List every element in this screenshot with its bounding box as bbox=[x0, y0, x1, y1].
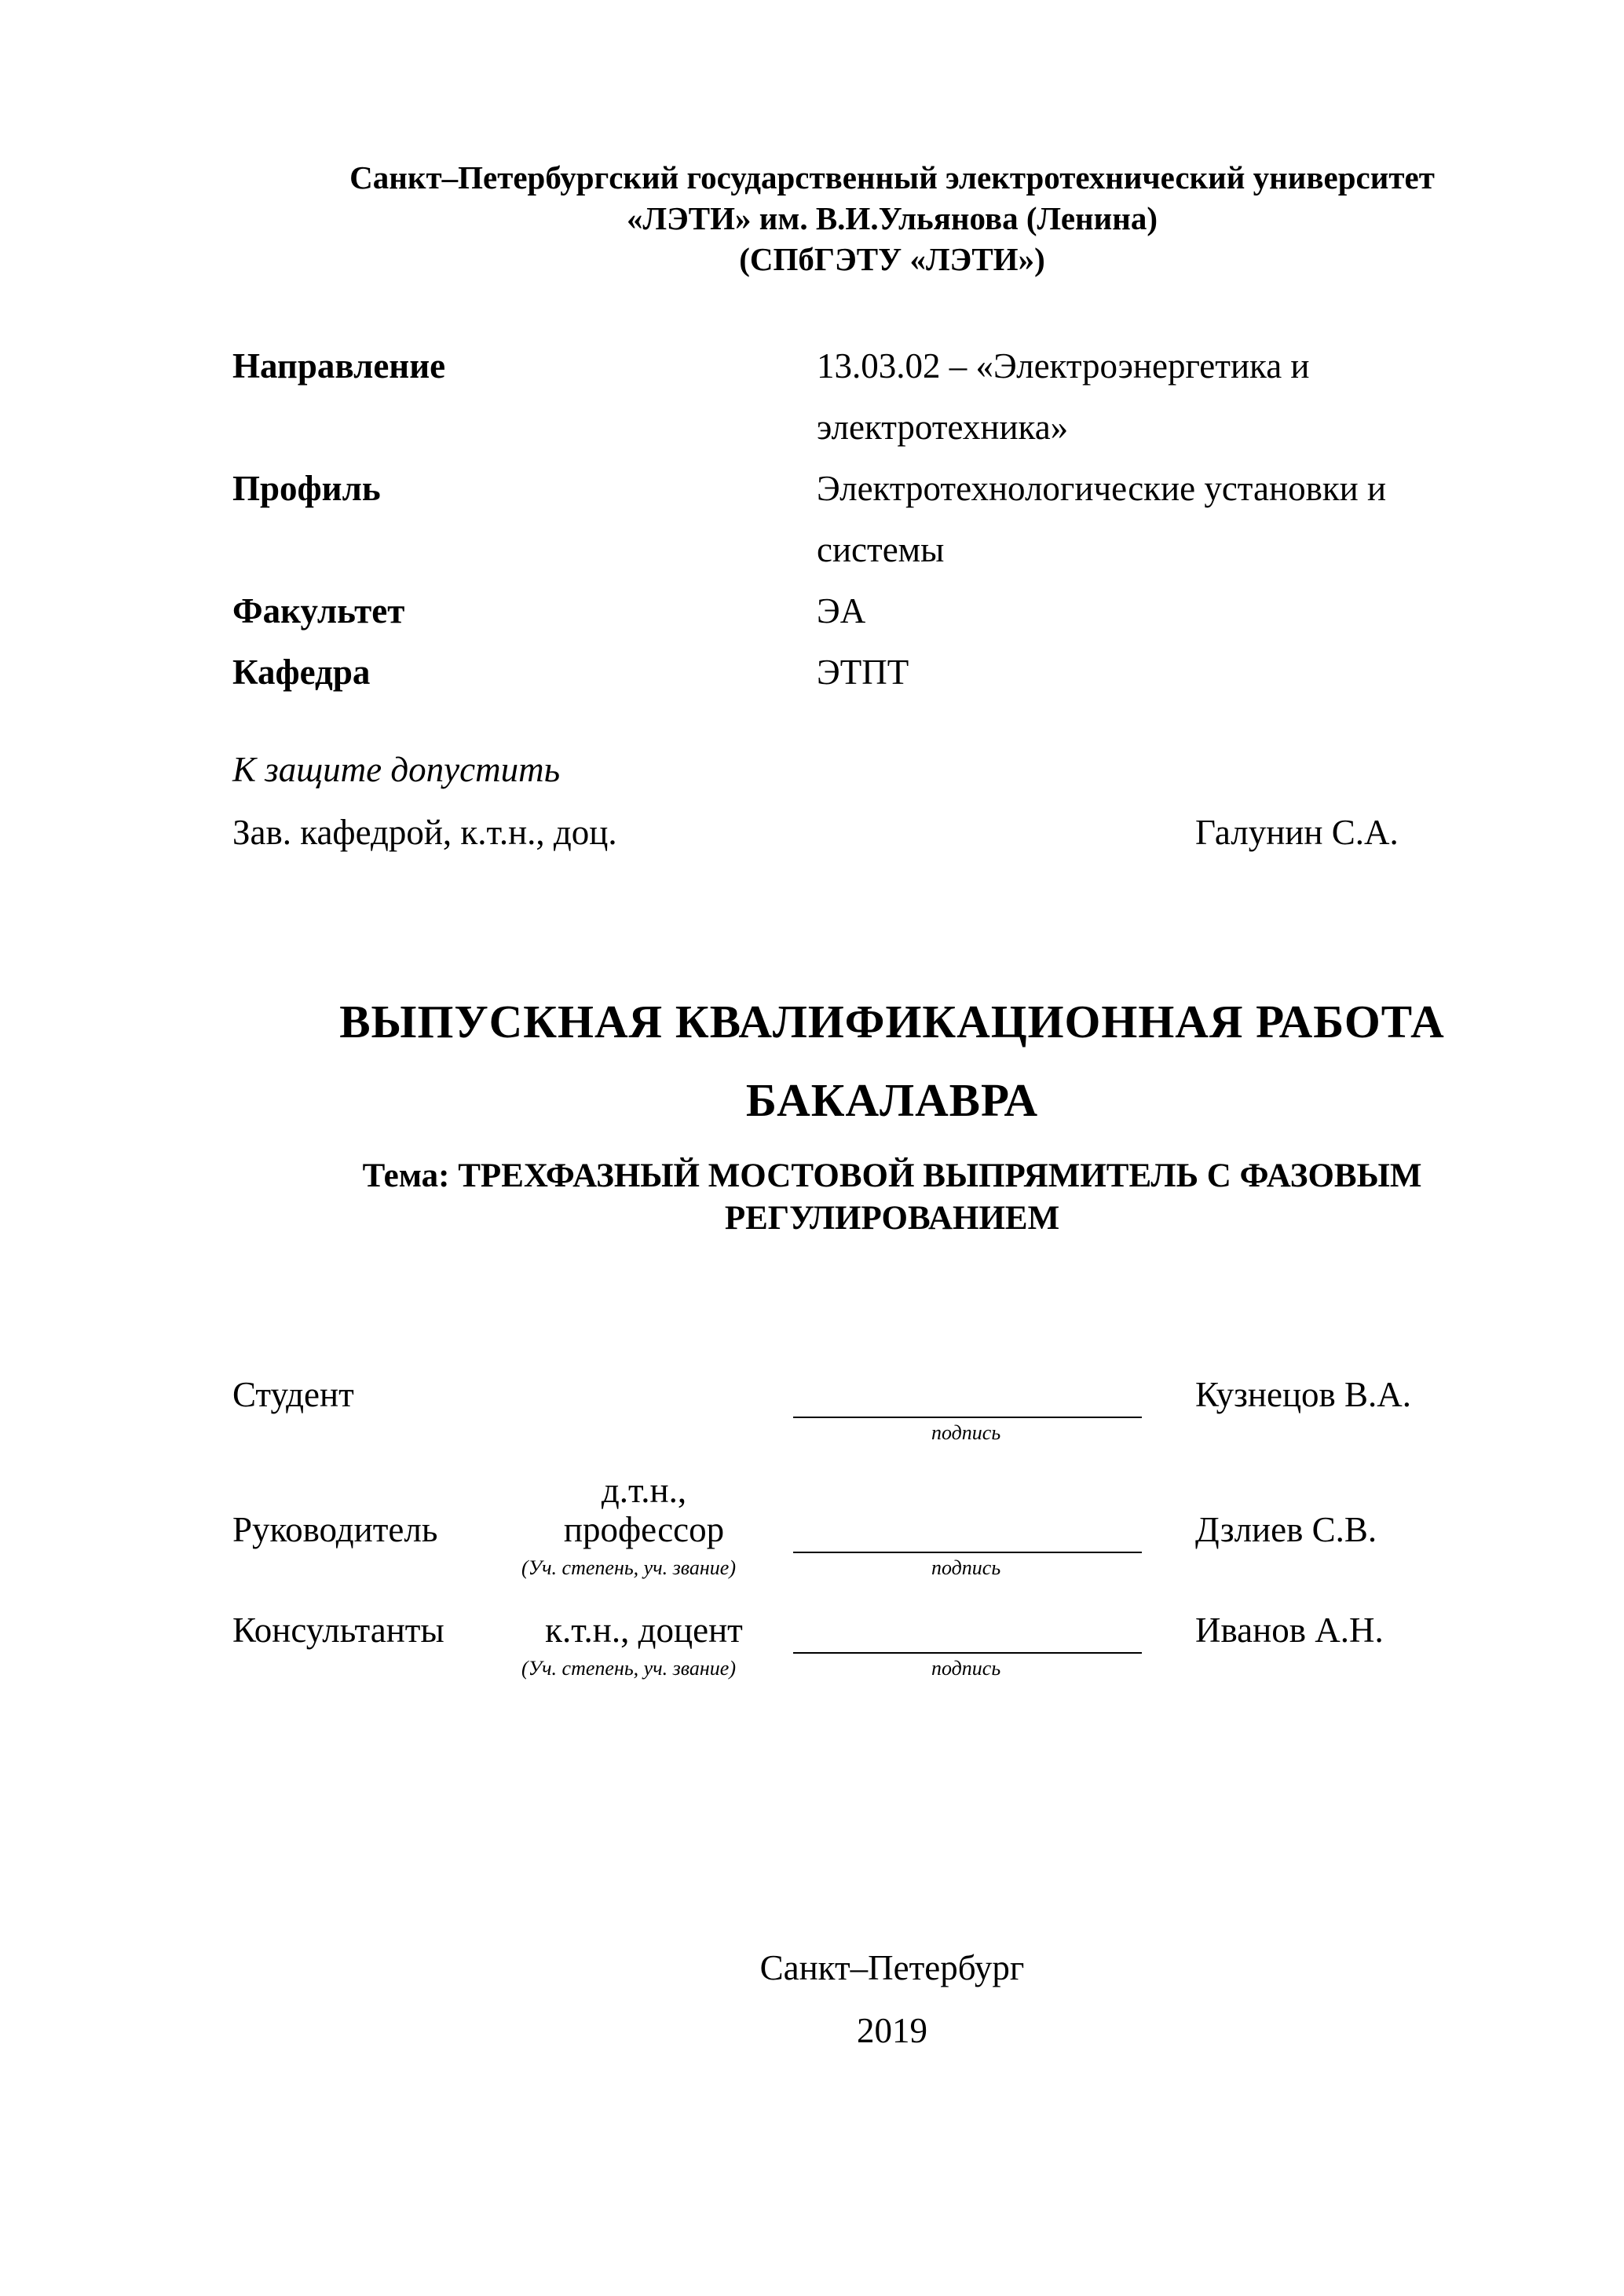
consultants-label: Консультанты bbox=[232, 1610, 444, 1650]
work-title-line2: БАКАЛАВРА bbox=[745, 1074, 1039, 1126]
student-signature-caption: подпись bbox=[931, 1421, 1001, 1444]
supervisor-label: Руководитель bbox=[232, 1510, 438, 1549]
consultant-degree-caption: (Уч. степень, уч. звание) bbox=[521, 1657, 736, 1680]
direction-value-line1: 13.03.02 – «Электроэнергетика и bbox=[817, 346, 1310, 386]
direction-value-line2: электротехника» bbox=[817, 408, 1069, 447]
university-abbreviation: (СПбГЭТУ «ЛЭТИ») bbox=[739, 241, 1045, 277]
admission-caption: К защите допустить bbox=[232, 750, 561, 789]
consultant-degree: к.т.н., доцент bbox=[545, 1610, 743, 1650]
department-value: ЭТПТ bbox=[817, 653, 909, 692]
consultant-signature-caption: подпись bbox=[931, 1657, 1001, 1680]
supervisor-degree-line1: д.т.н., bbox=[601, 1471, 687, 1510]
profile-label: Профиль bbox=[232, 469, 381, 508]
university-short-name: «ЛЭТИ» им. В.И.Ульянова (Ленина) bbox=[626, 200, 1158, 236]
department-label: Кафедра bbox=[232, 653, 371, 692]
head-of-department-position: Зав. кафедрой, к.т.н., доц. bbox=[232, 813, 617, 852]
supervisor-signature-line bbox=[793, 1552, 1142, 1553]
university-name: Санкт–Петербургский государственный электротехнический университет bbox=[349, 159, 1435, 196]
supervisor-degree-caption: (Уч. степень, уч. звание) bbox=[521, 1556, 736, 1579]
student-label: Студент bbox=[232, 1375, 354, 1414]
faculty-value: ЭА bbox=[817, 591, 866, 631]
faculty-label: Факультет bbox=[232, 591, 405, 631]
city: Санкт–Петербург bbox=[759, 1948, 1025, 1987]
work-title-line1: ВЫПУСКНАЯ КВАЛИФИКАЦИОННАЯ РАБОТА bbox=[339, 996, 1445, 1047]
theme-line1: Тема: ТРЕХФАЗНЫЙ МОСТОВОЙ ВЫПРЯМИТЕЛЬ С ФАЗОВЫМ bbox=[362, 1157, 1422, 1194]
consultant-name: Иванов А.Н. bbox=[1195, 1610, 1384, 1650]
year: 2019 bbox=[857, 2011, 927, 2050]
direction-label: Направление bbox=[232, 346, 446, 386]
theme-line2: РЕГУЛИРОВАНИЕМ bbox=[724, 1200, 1060, 1237]
profile-value-line2: системы bbox=[817, 530, 945, 569]
consultant-signature-line bbox=[793, 1652, 1142, 1654]
head-of-department-name: Галунин С.А. bbox=[1195, 813, 1399, 852]
supervisor-signature-caption: подпись bbox=[931, 1556, 1001, 1579]
student-signature-line bbox=[793, 1417, 1142, 1418]
supervisor-degree-line2: профессор bbox=[563, 1510, 725, 1549]
student-name: Кузнецов В.А. bbox=[1195, 1375, 1412, 1414]
supervisor-name: Дзлиев С.В. bbox=[1195, 1510, 1377, 1549]
profile-value-line1: Электротехнологические установки и bbox=[817, 469, 1387, 508]
